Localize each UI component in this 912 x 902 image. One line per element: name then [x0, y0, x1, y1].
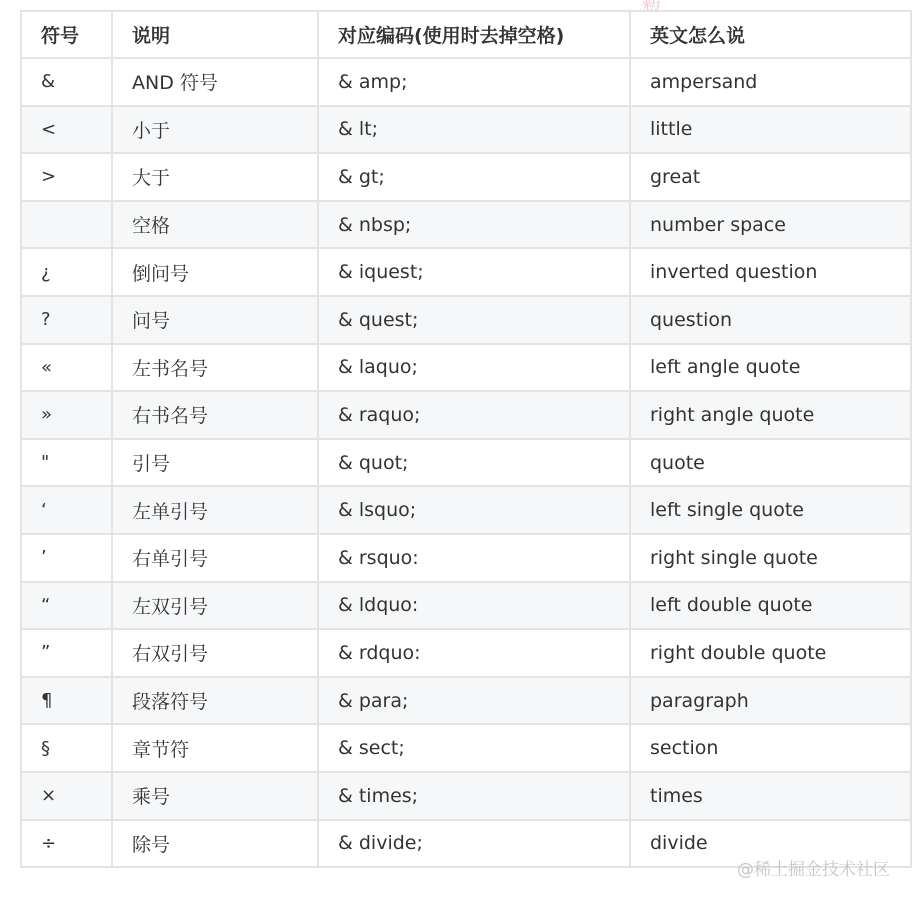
html-entity-table — [20, 10, 912, 868]
cell-symbol: ’ — [21, 534, 112, 582]
cell-english: divide — [630, 820, 911, 868]
cell-description: 段落符号 — [112, 677, 318, 725]
table-container — [20, 10, 910, 868]
header-code: 对应编码(使用时去掉空格) — [318, 11, 630, 58]
cell-code: & laquo; — [318, 344, 630, 392]
cell-english: left double quote — [630, 582, 911, 630]
cell-english: little — [630, 106, 911, 154]
table-row — [21, 106, 911, 154]
cell-symbol: ¿ — [21, 248, 112, 296]
cell-description: 右书名号 — [112, 391, 318, 439]
table-row — [21, 439, 911, 487]
cell-description: 小于 — [112, 106, 318, 154]
cell-description: 问号 — [112, 296, 318, 344]
table-row — [21, 486, 911, 534]
cell-english: quote — [630, 439, 911, 487]
cell-symbol: ” — [21, 629, 112, 677]
cell-english: number space — [630, 201, 911, 249]
cell-symbol: “ — [21, 582, 112, 630]
cell-english: paragraph — [630, 677, 911, 725]
cell-code: & rsquo: — [318, 534, 630, 582]
cell-code: & quot; — [318, 439, 630, 487]
cell-code: & times; — [318, 772, 630, 820]
cell-code: & gt; — [318, 153, 630, 201]
cell-description: 引号 — [112, 439, 318, 487]
cell-symbol: " — [21, 439, 112, 487]
cell-english: left single quote — [630, 486, 911, 534]
cell-symbol: > — [21, 153, 112, 201]
table-row — [21, 248, 911, 296]
cell-code: & rdquo: — [318, 629, 630, 677]
header-symbol: 符号 — [21, 11, 112, 58]
cell-english: question — [630, 296, 911, 344]
cell-english: great — [630, 153, 911, 201]
table-row — [21, 201, 911, 249]
cell-description: AND 符号 — [112, 58, 318, 106]
cell-symbol: ¶ — [21, 677, 112, 725]
cell-symbol: » — [21, 391, 112, 439]
cell-description: 乘号 — [112, 772, 318, 820]
cell-english: right double quote — [630, 629, 911, 677]
cell-description: 大于 — [112, 153, 318, 201]
cell-description: 右双引号 — [112, 629, 318, 677]
table-row — [21, 677, 911, 725]
cell-symbol: × — [21, 772, 112, 820]
table-row — [21, 391, 911, 439]
cell-symbol: < — [21, 106, 112, 154]
cell-code: & divide; — [318, 820, 630, 868]
table-row — [21, 58, 911, 106]
table-row — [21, 344, 911, 392]
table-row — [21, 153, 911, 201]
watermark: @稀土掘金技术社区 — [737, 860, 890, 880]
table-row — [21, 296, 911, 344]
cell-code: & iquest; — [318, 248, 630, 296]
cell-english: right single quote — [630, 534, 911, 582]
table-body — [21, 58, 911, 867]
cell-symbol: « — [21, 344, 112, 392]
cell-english: left angle quote — [630, 344, 911, 392]
cell-description: 空格 — [112, 201, 318, 249]
cell-code: & nbsp; — [318, 201, 630, 249]
cell-description: 左双引号 — [112, 582, 318, 630]
cell-code: & amp; — [318, 58, 630, 106]
table-header — [21, 11, 911, 58]
cell-symbol: ÷ — [21, 820, 112, 868]
header-description: 说明 — [112, 11, 318, 58]
cell-symbol: & — [21, 58, 112, 106]
header-english: 英文怎么说 — [630, 11, 911, 58]
cell-code: & ldquo: — [318, 582, 630, 630]
table-row — [21, 534, 911, 582]
table-row — [21, 629, 911, 677]
cell-code: & lsquo; — [318, 486, 630, 534]
cell-code: & sect; — [318, 724, 630, 772]
cell-description: 章节符 — [112, 724, 318, 772]
cell-description: 除号 — [112, 820, 318, 868]
cell-symbol: ? — [21, 296, 112, 344]
cell-english: right angle quote — [630, 391, 911, 439]
cell-symbol: § — [21, 724, 112, 772]
cell-description: 左单引号 — [112, 486, 318, 534]
cell-symbol — [21, 201, 112, 249]
table-row — [21, 772, 911, 820]
cell-code: & raquo; — [318, 391, 630, 439]
table-row — [21, 724, 911, 772]
cell-english: ampersand — [630, 58, 911, 106]
cell-english: section — [630, 724, 911, 772]
cell-description: 倒问号 — [112, 248, 318, 296]
cell-symbol: ‘ — [21, 486, 112, 534]
cell-english: times — [630, 772, 911, 820]
cell-code: & quest; — [318, 296, 630, 344]
cell-description: 左书名号 — [112, 344, 318, 392]
cell-code: & para; — [318, 677, 630, 725]
cell-description: 右单引号 — [112, 534, 318, 582]
cell-english: inverted question — [630, 248, 911, 296]
cell-code: & lt; — [318, 106, 630, 154]
table-row — [21, 582, 911, 630]
header-row — [21, 11, 911, 58]
